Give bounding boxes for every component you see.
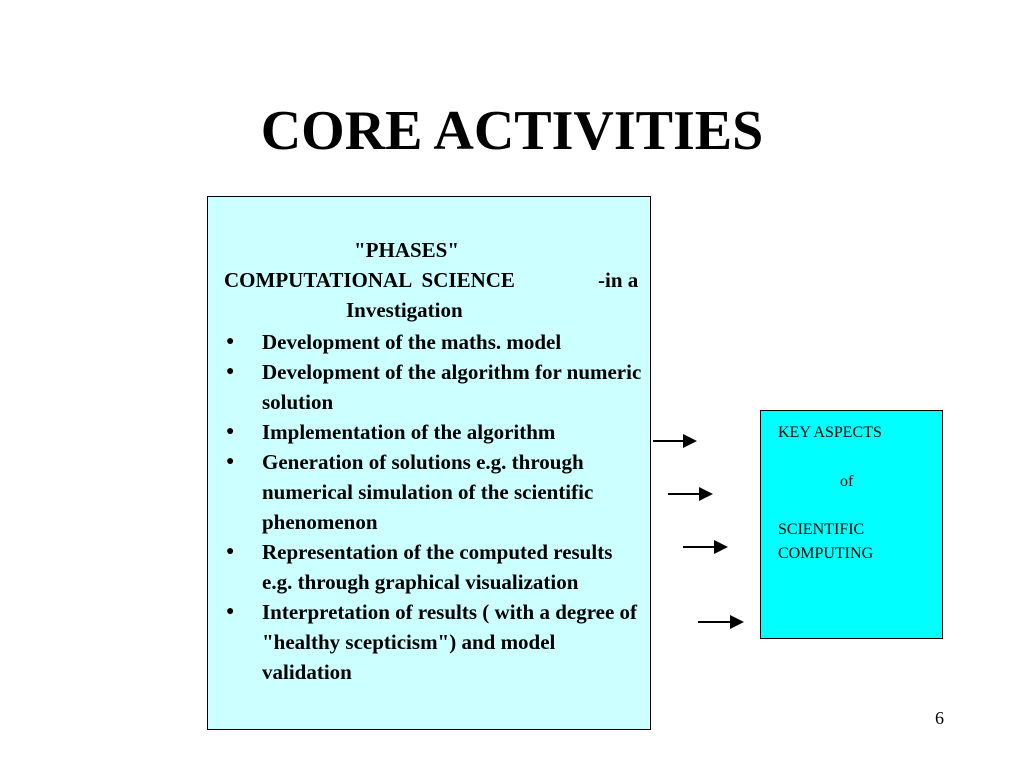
arrow-icon [653, 434, 697, 448]
bullet-icon: ● [226, 364, 235, 379]
key-aspects-line3: SCIENTIFIC [778, 521, 865, 538]
phases-heading-suffix: -in a [598, 268, 639, 292]
key-aspects-line1: KEY ASPECTS [778, 424, 882, 441]
phase-item-text: Implementation of the algorithm [262, 420, 556, 444]
phase-item-text: Development of the algorithm for numeric solution [262, 360, 642, 414]
bullet-icon: ● [226, 544, 235, 559]
key-aspects-line2: of [840, 473, 854, 490]
phase-item [222, 417, 642, 447]
phase-item [222, 327, 642, 357]
phases-box [207, 196, 651, 730]
phases-heading-line3: Investigation [346, 298, 463, 322]
bullet-icon: ● [226, 334, 235, 349]
bullet-icon: ● [226, 604, 235, 619]
phase-item-text: Interpretation of results ( with a degree of "healthy scepticism") and model validation [262, 600, 638, 684]
phase-item [222, 597, 642, 687]
arrow-icon [698, 615, 744, 629]
phase-item [222, 447, 642, 537]
phase-item [222, 537, 642, 597]
phases-heading [224, 205, 644, 322]
phase-item-text: Development of the maths. model [262, 330, 562, 354]
phases-heading-label: "PHASES" [354, 238, 460, 262]
arrow-icon [683, 540, 728, 554]
arrow-icon [668, 487, 713, 501]
phase-item-text: Generation of solutions e.g. through numerical simulation of the scientific phenomenon [262, 450, 594, 534]
key-aspects-line4: COMPUTING [778, 545, 874, 562]
bullet-icon: ● [226, 424, 235, 439]
key-aspects-box [760, 410, 943, 639]
phase-item-text: Representation of the computed results e.g. through graphical visualization [262, 540, 613, 594]
page-number: 6 [935, 708, 944, 728]
slide-title: CORE ACTIVITIES [260, 100, 764, 162]
phases-heading-line2: COMPUTATIONAL SCIENCE [224, 268, 515, 292]
phase-item [222, 357, 642, 417]
bullet-icon: ● [226, 454, 235, 469]
phase-list [222, 327, 642, 687]
